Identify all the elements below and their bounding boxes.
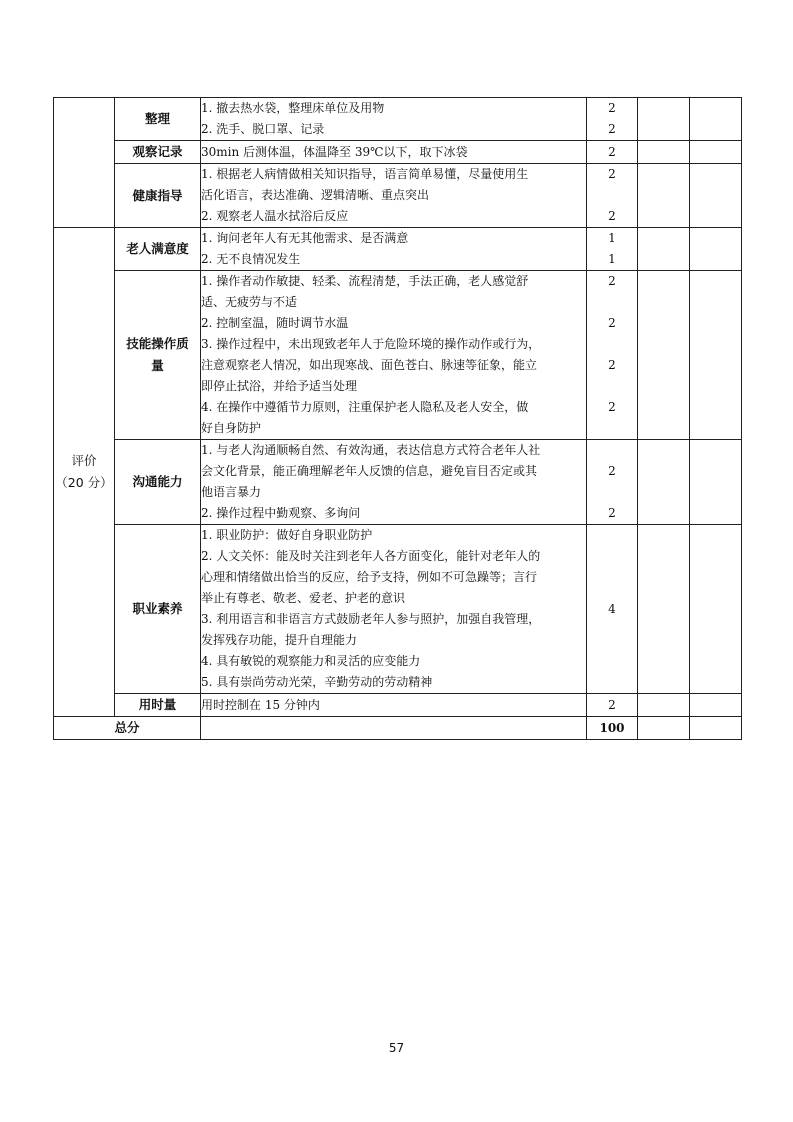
table-row xyxy=(54,440,742,525)
content-cell: 1. 撤去热水袋，整理床单位及用物 2. 洗手、脱口罩、记录 xyxy=(201,98,587,141)
table-row xyxy=(54,271,742,440)
score-cell: 2 2 xyxy=(587,98,638,141)
score-cell: 2 xyxy=(587,141,638,164)
blank-cell xyxy=(638,694,690,717)
content-cell: 1. 与老人沟通顺畅自然、有效沟通，表达信息方式符合老年人社 会文化背景，能正确理解老年人反馈的信息，避免盲目否定或其 他语言暴力 2. 操作过程中勤观察、多询问 xyxy=(201,440,587,525)
item-cell: 健康指导 xyxy=(115,164,201,228)
table-row xyxy=(54,141,742,164)
score-cell: 2 2 xyxy=(587,440,638,525)
blank-cell xyxy=(690,440,742,525)
blank-cell xyxy=(690,271,742,440)
section-cell-previous xyxy=(54,98,115,228)
item-cell: 老人满意度 xyxy=(115,228,201,271)
total-row xyxy=(54,717,742,740)
blank-cell xyxy=(690,164,742,228)
blank-cell xyxy=(638,440,690,525)
blank-cell xyxy=(690,141,742,164)
score-cell: 2 2 2 2 xyxy=(587,271,638,440)
blank-cell xyxy=(638,141,690,164)
item-cell: 整理 xyxy=(115,98,201,141)
score-cell: 2 2 xyxy=(587,164,638,228)
blank-cell xyxy=(638,271,690,440)
total-score: 100 xyxy=(587,717,638,740)
item-cell: 职业素养 xyxy=(115,525,201,694)
blank-cell xyxy=(690,717,742,740)
blank-cell xyxy=(690,525,742,694)
table-row xyxy=(54,164,742,228)
content-cell: 用时控制在 15 分钟内 xyxy=(201,694,587,717)
content-cell: 30min 后测体温，体温降至 39℃以下，取下冰袋 xyxy=(201,141,587,164)
blank-cell xyxy=(690,228,742,271)
section-cell-evaluation: 评价 （20 分） xyxy=(54,228,115,717)
item-cell: 沟通能力 xyxy=(115,440,201,525)
item-cell: 观察记录 xyxy=(115,141,201,164)
score-cell: 4 xyxy=(587,525,638,694)
item-cell: 技能操作质 量 xyxy=(115,271,201,440)
blank-cell xyxy=(638,228,690,271)
scoring-table xyxy=(53,97,742,740)
blank-cell xyxy=(638,98,690,141)
blank-cell xyxy=(201,717,587,740)
table-row xyxy=(54,694,742,717)
score-cell: 2 xyxy=(587,694,638,717)
table-row xyxy=(54,98,742,141)
score-cell: 1 1 xyxy=(587,228,638,271)
content-cell: 1. 职业防护：做好自身职业防护 2. 人文关怀：能及时关注到老年人各方面变化，能针对老年人的 心理和情绪做出恰当的反应，给予支持，例如不可急躁等；言行 举止有尊老、敬老、爱老、护老的意识 3. 利用语言和非语言方式鼓励老年人参与照护，加强自我管理， 发挥残存功能，提升自理能力 4. 具有敏锐的观察能力和灵活的应变能力 5. 具有崇尚劳动光荣，辛勤劳动的劳动精神 xyxy=(201,525,587,694)
blank-cell xyxy=(638,525,690,694)
page-number: 57 xyxy=(388,1041,405,1055)
content-cell: 1. 询问老年人有无其他需求、是否满意 2. 无不良情况发生 xyxy=(201,228,587,271)
content-cell: 1. 操作者动作敏捷、轻柔、流程清楚，手法正确，老人感觉舒 适、无疲劳与不适 2. 控制室温，随时调节水温 3. 操作过程中，未出现致老年人于危险环境的操作动作或行为， 注意观察老人情况，如出现寒战、面色苍白、脉速等征象，能立 即停止拭浴，并给予适当处理 4. 在操作中遵循节力原则，注重保护老人隐私及老人安全，做 好自身防护 xyxy=(201,271,587,440)
blank-cell xyxy=(638,717,690,740)
item-cell: 用时量 xyxy=(115,694,201,717)
table-row xyxy=(54,525,742,694)
blank-cell xyxy=(638,164,690,228)
table-row xyxy=(54,228,742,271)
total-label: 总分 xyxy=(54,717,201,740)
content-cell: 1. 根据老人病情做相关知识指导，语言简单易懂，尽量使用生 活化语言，表达准确、逻辑清晰、重点突出 2. 观察老人温水拭浴后反应 xyxy=(201,164,587,228)
blank-cell xyxy=(690,694,742,717)
blank-cell xyxy=(690,98,742,141)
